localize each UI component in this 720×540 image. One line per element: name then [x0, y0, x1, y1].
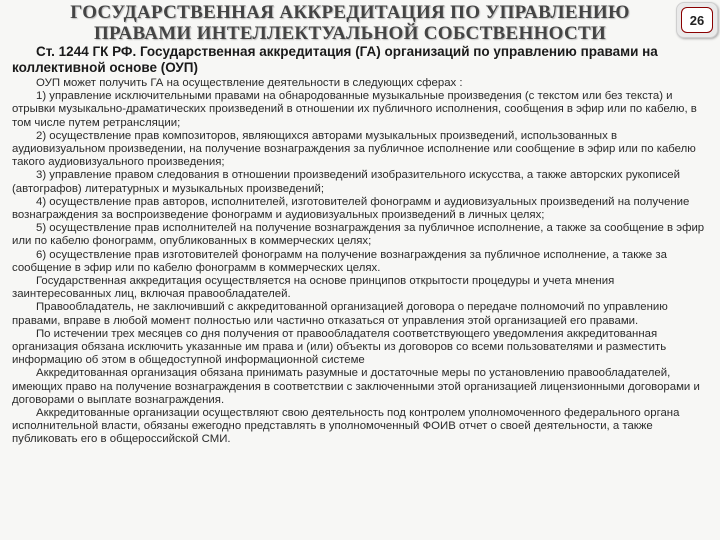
article-heading: Ст. 1244 ГК РФ. Государственная аккредитация (ГА) организаций по управлению правами на коллективной основе (ОУП) — [12, 44, 658, 75]
rightholder-refusal-paragraph: Правообладатель, не заключивший с аккредитованной организацией договора о передаче полномочий по управлению правами, вправе в любой момент полностью или частично отказаться от управления этой организацией его правами. — [12, 301, 668, 327]
slide-title-line-1: ГОСУДАРСТВЕННАЯ АККРЕДИТАЦИЯ ПО УПРАВЛЕНИЮ — [70, 2, 630, 23]
page-number-badge — [676, 2, 718, 38]
sphere-item-6: 6) осуществление прав изготовителей фонограмм на получение вознаграждения за публичное исполнение, а также за сообщение в эфир или по кабелю фонограмм в коммерческих целях. — [12, 248, 667, 274]
sphere-item-2: 2) осуществление прав композиторов, являющихся авторами музыкальных произведений, использованных в аудиовизуальном произведении, на получение вознаграждения за публичное исполнение или сообщение в эфир или по кабелю такого аудиовизуального произведения; — [12, 129, 696, 169]
identify-rightholders-paragraph: Аккредитованная организация обязана принимать разумные и достаточные меры по установлению правообладателей, имеющих право на получение вознаграждения в соответствии с заключенными этой организацией лицензионными договорами и договорами о выплате вознаграждения. — [12, 367, 700, 406]
slide-title — [40, 2, 660, 44]
accreditation-principles-paragraph: Государственная аккредитация осуществляется на основе принципов открытости процедуры и учета мнения заинтересованных лиц, включая правообладателей. — [12, 275, 615, 301]
intro-paragraph: ОУП может получить ГА на осуществление деятельности в следующих сферах : — [36, 77, 463, 89]
sphere-item-1: 1) управление исключительными правами на обнародованные музыкальные произведения (с текстом или без текста) и отрывки музыкально-драматических произведений в отношении их публичного исполнения, сообщения в эфир или по кабелю, в том числе путем ретрансляции; — [12, 90, 697, 129]
slide-title-line-2: ПРАВАМИ ИНТЕЛЛЕКТУАЛЬНОЙ СОБСТВЕННОСТИ — [93, 23, 607, 44]
sphere-item-3: 3) управление правом следования в отношении произведений изобразительного искусства, а также авторских рукописей (автографов) литературных и музыкальных произведений; — [12, 169, 681, 195]
article-body — [12, 44, 712, 447]
supervision-paragraph: Аккредитованные организации осуществляют свою деятельность под контролем уполномоченного федерального органа исполнительной власти, обязаны ежегодно представлять в уполномоченный ФОИВ отчет о своей деятельности, а также публиковать его в общероссийской СМИ. — [12, 407, 680, 446]
sphere-item-4: 4) осуществление прав авторов, исполнителей, изготовителей фонограмм и аудиовизуальных произведений на получение вознаграждения за воспроизведение фонограмм и аудиовизуальных произведений в личных целях; — [12, 195, 690, 222]
three-months-paragraph: По истечении трех месяцев со дня получения от правообладателя соответствующего уведомления аккредитованная организация обязана исключить указанные им права и (или) объекты из договоров со всеми пользователями и разместить информацию об этом в общедоступной информационной системе — [12, 327, 667, 367]
sphere-item-5: 5) осуществление прав исполнителей на получение вознаграждения за публичное исполнение, а также за сообщение в эфир или по кабелю фонограмм, опубликованных в коммерческих целях; — [12, 222, 705, 248]
page-number: 26 — [681, 7, 713, 33]
